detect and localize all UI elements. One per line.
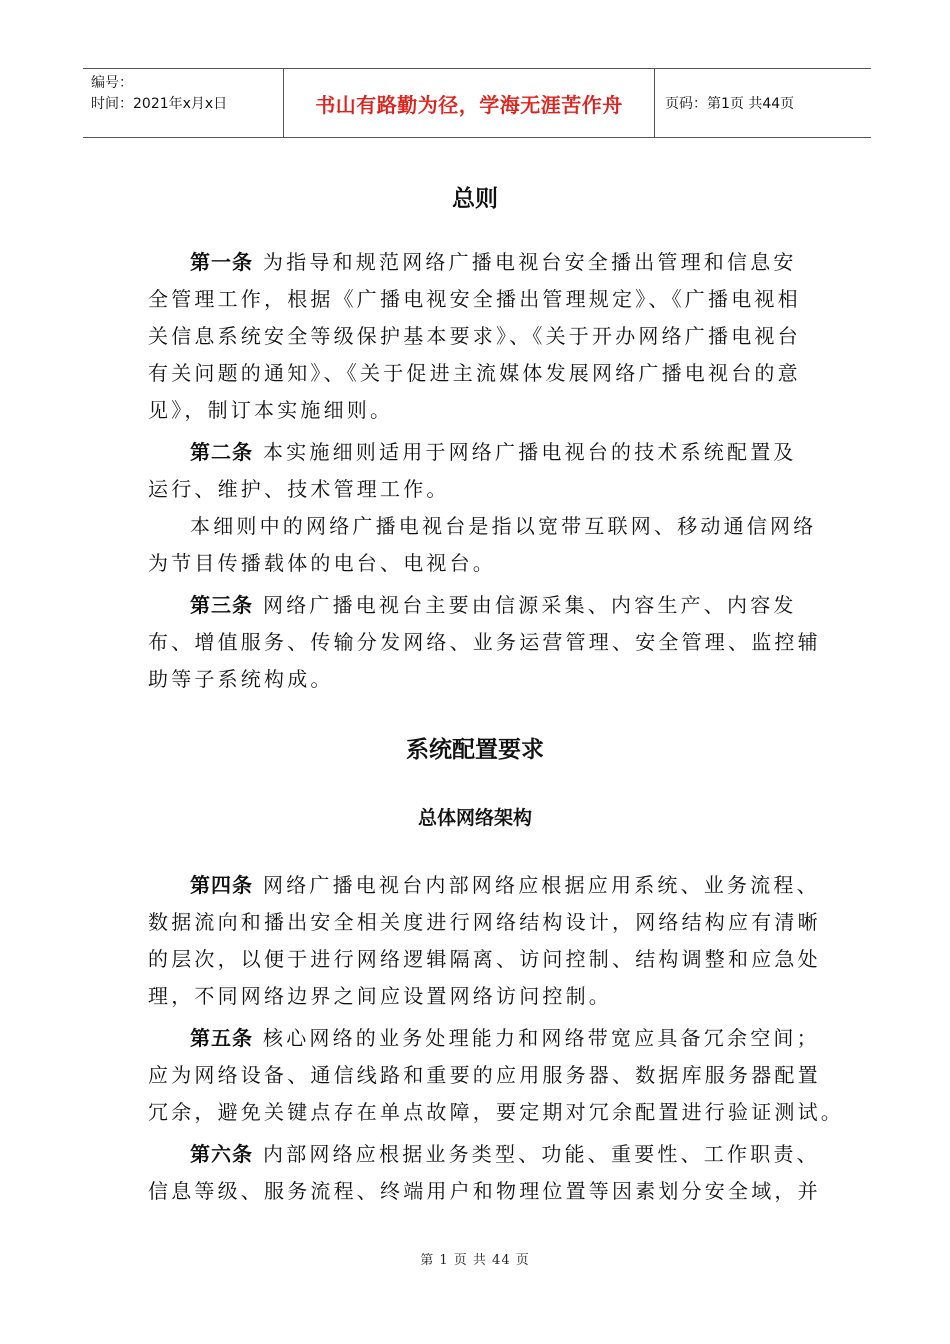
article-2-label: 第二条: [190, 440, 253, 464]
article-5-line-3: 冗余，避免关键点存在单点故障，要定期对冗余配置进行验证测试。: [148, 1100, 844, 1124]
article-1-line-2: 全管理工作，根据《广播电视安全播出管理规定》、《广播电视相: [148, 287, 801, 311]
time-label: 时间：2021年x月x日: [91, 96, 228, 112]
article-6-line-2: 信息等级、服务流程、终端用户和物理位置等因素划分安全域，并: [148, 1179, 821, 1203]
article-6-label: 第六条: [190, 1142, 253, 1166]
article-5-line-2: 应为网络设备、通信线路和重要的应用服务器、数据库服务器配置: [148, 1063, 821, 1087]
article-1-line-4: 有关问题的通知》、《关于促进主流媒体发展网络广播电视台的意: [148, 361, 801, 385]
header-page-label: 页码：第1页 共44页: [665, 96, 795, 112]
article-2-line-4: 为节目传播载体的电台、电视台。: [148, 551, 496, 575]
subsection-title-network: 总体网络架构: [417, 807, 532, 829]
article-1-line-1: 第一条 为指导和规范网络广播电视台安全播出管理和信息安: [190, 250, 797, 274]
article-3-line-1: 第三条 网络广播电视台主要由信源采集、内容生产、内容发: [190, 593, 797, 617]
article-1-line-5: 见》，制订本实施细则。: [148, 398, 394, 422]
header-meta: [83, 69, 283, 137]
article-6-line-1: 第六条 内部网络应根据业务类型、功能、重要性、工作职责、: [190, 1142, 820, 1166]
article-3-line-3: 助等子系统构成。: [148, 667, 334, 691]
article-3-label: 第三条: [190, 593, 253, 617]
article-4-line-1: 第四条 网络广播电视台内部网络应根据应用系统、业务流程、: [190, 873, 820, 897]
section-title-system-config: 系统配置要求: [406, 737, 544, 763]
article-5-line-1: 第五条 核心网络的业务处理能力和网络带宽应具备冗余空间；: [190, 1026, 820, 1050]
article-2-line-2: 运行、维护、技术管理工作。: [148, 477, 450, 501]
article-4-line-3: 的层次，以便于进行网络逻辑隔离、访问控制、结构调整和应急处: [148, 947, 821, 971]
section-title-general: 总则: [452, 186, 498, 212]
article-2-line-3: 本细则中的网络广播电视台是指以宽带互联网、移动通信网络: [190, 514, 817, 538]
article-4-label: 第四条: [190, 873, 253, 897]
article-2-line-1: 第二条 本实施细则适用于网络广播电视台的技术系统配置及: [190, 440, 797, 464]
page-header: [83, 68, 871, 138]
article-3-line-2: 布、增值服务、传输分发网络、业务运营管理、安全管理、监控辅: [148, 630, 821, 654]
article-1-line-3: 关信息系统安全等级保护基本要求》、《关于开办网络广播电视台: [148, 324, 801, 348]
article-4-line-2: 数据流向和播出安全相关度进行网络结构设计，网络结构应有清晰: [148, 910, 821, 934]
header-motto: 书山有路勤为径，学海无涯苦作舟: [283, 69, 655, 137]
article-4-line-4: 理，不同网络边界之间应设置网络访问控制。: [148, 984, 612, 1008]
article-5-label: 第五条: [190, 1026, 253, 1050]
number-label: 编号：: [91, 75, 133, 91]
article-1-label: 第一条: [190, 250, 253, 274]
page-footer: 第 1 页 共 44 页: [420, 1253, 530, 1268]
